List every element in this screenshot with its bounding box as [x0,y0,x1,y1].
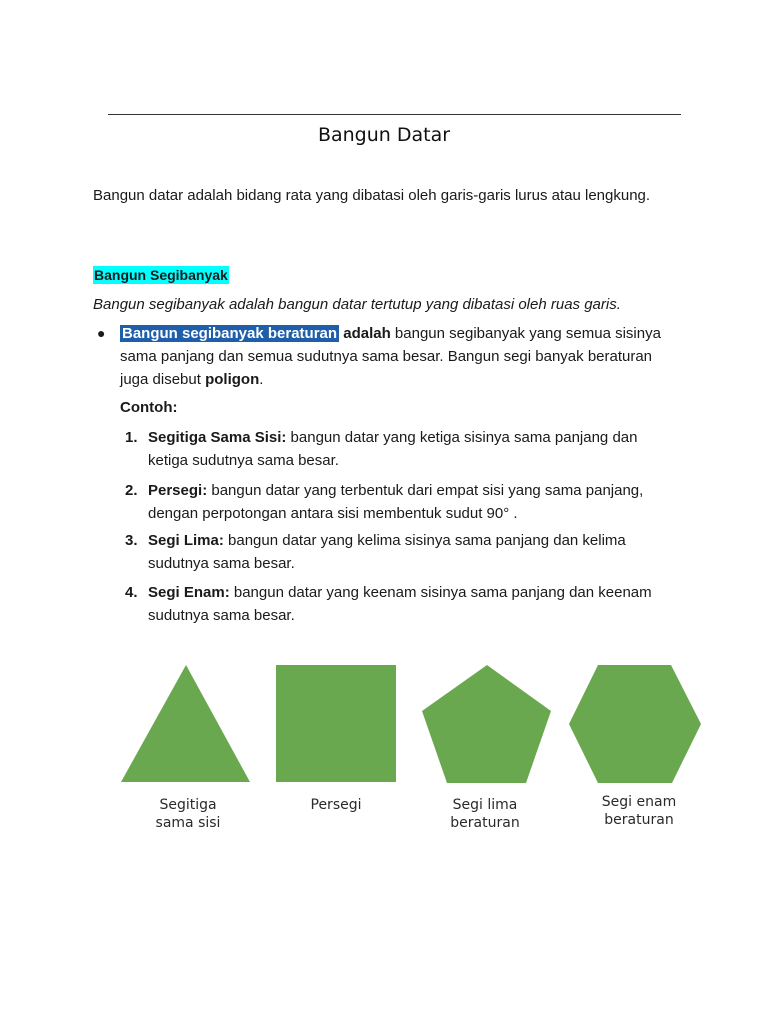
examples-label: Contoh: [120,399,178,416]
example-number: 3. [125,532,138,549]
example-number: 4. [125,584,138,601]
square-shape [276,665,396,782]
example-item [125,529,678,575]
caption-line: beraturan [450,815,520,831]
page-title: Bangun Datar [317,124,451,146]
bullet-paragraph [120,322,682,391]
caption-line: Segi enam [601,794,677,810]
square-caption [256,796,416,814]
caption-line: Segitiga [159,797,217,813]
intro-paragraph: Bangun datar adalah bidang rata yang dibatasi oleh garis-garis lurus atau lengkung. [93,187,651,204]
example-term: Segi Enam: [148,584,230,601]
caption-line: sama sisi [155,815,221,831]
bold-poligon: poligon [205,371,260,388]
example-text: bangun datar yang keenam sisinya sama panjang dan keenam sudutnya sama besar. [148,584,652,624]
section-heading: Bangun Segibanyak [94,267,228,283]
pentagon-shape [422,665,551,783]
caption-line: beraturan [604,812,674,828]
hexagon-caption [559,793,719,829]
example-term: Segitiga Sama Sisi: [148,429,287,446]
example-term: Segi Lima: [148,532,224,549]
bullet-body: bangun segibanyak yang semua sisinya sama panjang dan semua sudutnya sama besar. Bangun segi banyak beraturan juga disebut [120,325,661,388]
highlighted-term: Bangun segibanyak beraturan [122,325,338,342]
hexagon-shape [569,665,701,783]
example-item [125,479,678,525]
example-text: bangun datar yang terbentuk dari empat sisi yang sama panjang, dengan perpotongan antara sisi membentuk sudut 90° . [148,482,644,522]
bold-adalah: adalah [343,325,391,342]
caption-line: Persegi [310,797,362,813]
example-item [125,581,678,627]
triangle-caption [108,796,268,832]
example-text: bangun datar yang kelima sisinya sama panjang dan kelima sudutnya sama besar. [148,532,626,572]
triangle-shape [121,665,250,782]
title-rule [108,114,681,115]
bullet-end: . [259,371,264,388]
example-text: bangun datar yang ketiga sisinya sama panjang dan ketiga sudutnya sama besar. [148,429,638,469]
example-number: 2. [125,482,138,499]
caption-line: Segi lima [452,797,518,813]
bullet-dot: ● [97,325,106,341]
section-definition: Bangun segibanyak adalah bangun datar tertutup yang dibatasi oleh ruas garis. [93,296,621,313]
example-number: 1. [125,429,138,446]
example-term: Persegi: [148,482,208,499]
pentagon-caption [405,796,565,832]
example-item [125,426,678,472]
